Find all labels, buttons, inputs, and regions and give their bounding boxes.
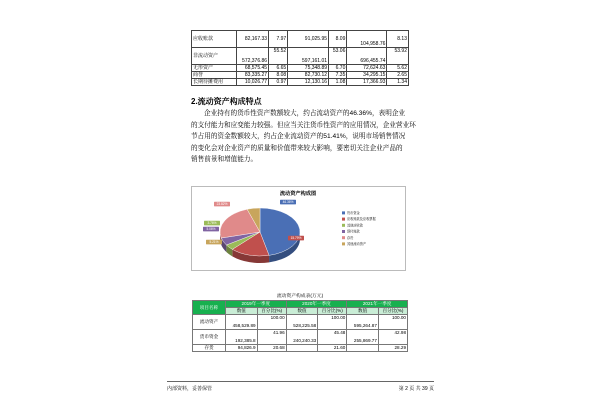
svg-text:46.36%: 46.36% bbox=[282, 200, 294, 204]
table-row bbox=[192, 72, 409, 79]
legend-label: 预付账款 bbox=[347, 229, 360, 234]
cell-value: 5.62 bbox=[387, 65, 409, 72]
cell-value: 6.65 bbox=[269, 65, 288, 72]
pie-chart bbox=[192, 187, 405, 270]
legend-swatch bbox=[342, 211, 345, 214]
cell-value: 192,385.8 bbox=[226, 330, 258, 345]
cell-value bbox=[347, 345, 379, 352]
cell-value: 21.60 bbox=[318, 345, 347, 352]
legend-swatch bbox=[342, 242, 345, 245]
cell-value bbox=[286, 345, 318, 352]
row-label: 无形资产 bbox=[192, 65, 237, 72]
cell-value: 72,624.63 bbox=[347, 65, 387, 72]
balance-table bbox=[191, 30, 409, 86]
footer-note: 内部资料，妥善保管 bbox=[167, 386, 213, 392]
cell-value: 8.08 bbox=[269, 72, 288, 79]
pie-data-label bbox=[203, 227, 219, 232]
pie-chart-frame bbox=[191, 186, 406, 271]
header-item: 项目名称 bbox=[193, 301, 226, 315]
cell-value: 528,225.58 bbox=[286, 315, 318, 330]
legend-swatch bbox=[342, 230, 345, 233]
cell-value: 68,575.45 bbox=[237, 65, 269, 72]
current-assets-table bbox=[192, 300, 408, 352]
cell-value: 28.29 bbox=[378, 345, 407, 352]
sub-header: 数值 bbox=[347, 308, 379, 315]
svg-text:5.06%: 5.06% bbox=[206, 227, 216, 231]
sub-header: 百分比(%) bbox=[318, 308, 347, 315]
paragraph-line: 节占用的资金数额较大，约占企业流动资产的51.41%，说明市场销售情况 bbox=[191, 133, 406, 141]
row-label: 存货 bbox=[193, 345, 226, 352]
cell-value: 0.97 bbox=[269, 79, 288, 86]
cell-value: 240,240.33 bbox=[286, 330, 318, 345]
svg-text:3.76%: 3.76% bbox=[207, 221, 217, 225]
cell-value: 6.70 bbox=[329, 65, 347, 72]
legend-label: 其他应收款 bbox=[347, 223, 363, 228]
cell-value: 41.96 bbox=[257, 330, 286, 345]
cell-value: 255,869.77 bbox=[347, 330, 379, 345]
cell-value: 595,264.87 bbox=[347, 315, 379, 330]
cell-value: 2.65 bbox=[387, 72, 409, 79]
row-label: 货币资金 bbox=[193, 330, 226, 345]
cell-value: 572,376.86 bbox=[237, 48, 269, 65]
cell-value: 597,161.01 bbox=[288, 48, 329, 65]
cell-value: 53.92 bbox=[387, 48, 409, 65]
cell-value: 458,529.89 bbox=[226, 315, 258, 330]
table-row bbox=[193, 315, 408, 330]
paragraph-line: 的变化会对企业资产的质量和价值带来较大影响，要密切关注企业产品的 bbox=[191, 144, 403, 152]
section-heading: 2.流动资产构成特点 bbox=[191, 97, 262, 106]
table-row bbox=[192, 79, 409, 86]
legend-label: 存货 bbox=[347, 235, 354, 240]
page-footer bbox=[167, 381, 434, 392]
cell-value: 42.98 bbox=[378, 330, 407, 345]
sub-header: 百分比(%) bbox=[257, 308, 286, 315]
pie-data-label bbox=[206, 240, 222, 245]
cell-value: 20.68 bbox=[257, 345, 286, 352]
footer-rule bbox=[167, 381, 434, 382]
cell-value: 82,167.33 bbox=[237, 31, 269, 48]
cell-value: 34,295.15 bbox=[347, 72, 387, 79]
analysis-paragraph bbox=[191, 108, 416, 166]
sub-header: 数值 bbox=[226, 308, 258, 315]
chart-legend bbox=[342, 210, 376, 246]
cell-value: 82,730.12 bbox=[288, 72, 329, 79]
cell-value: 1.08 bbox=[329, 79, 347, 86]
cell-value: 7.97 bbox=[269, 31, 288, 48]
cell-value: 17,366.93 bbox=[347, 79, 387, 86]
svg-text:15.79%: 15.79% bbox=[290, 236, 302, 240]
pie-data-label bbox=[280, 200, 296, 205]
cell-value: 1.34 bbox=[387, 79, 409, 86]
table-row bbox=[193, 345, 408, 352]
legend-swatch bbox=[342, 224, 345, 227]
cell-value: 104,958.76 bbox=[347, 31, 387, 48]
cell-value: 91,025.95 bbox=[288, 31, 329, 48]
row-label: 流动资产 bbox=[193, 315, 226, 330]
paragraph-line: 销售前景和增值能力。 bbox=[191, 156, 258, 164]
cell-value: 12,130.16 bbox=[288, 79, 329, 86]
legend-swatch bbox=[342, 236, 345, 239]
chart-title: 流动资产构成图 bbox=[279, 191, 317, 197]
legend-label: 货币资金 bbox=[347, 211, 360, 215]
cell-value: 94,826.9 bbox=[226, 345, 258, 352]
cell-value: 100.00 bbox=[378, 315, 407, 330]
table-row bbox=[192, 48, 409, 65]
svg-text:5.21%: 5.21% bbox=[209, 240, 219, 244]
cell-value: 7.35 bbox=[329, 72, 347, 79]
pie-data-label bbox=[204, 221, 220, 226]
cell-value: 8.13 bbox=[387, 31, 409, 48]
row-label: 长期待摊费用 bbox=[192, 79, 237, 86]
cell-value: 100.00 bbox=[318, 315, 347, 330]
sub-header: 数值 bbox=[286, 308, 318, 315]
table-caption: 流动资产构成表(万元) bbox=[276, 294, 324, 299]
cell-value: 8.09 bbox=[329, 31, 347, 48]
cell-value: 45.48 bbox=[318, 330, 347, 345]
paragraph-line: 的支付能力和应变能力较强。但应当关注货币性资产的应用情况，企业营业环 bbox=[191, 121, 416, 129]
table-row bbox=[192, 31, 409, 48]
cell-value: 75,348.89 bbox=[288, 65, 329, 72]
cell-value: 83,335.27 bbox=[237, 72, 269, 79]
cell-value: 100.00 bbox=[257, 315, 286, 330]
period-header: 2021年一季度 bbox=[347, 301, 408, 308]
table-row bbox=[192, 65, 409, 72]
svg-text:23.82%: 23.82% bbox=[216, 202, 228, 206]
legend-label: 其他流动资产 bbox=[347, 242, 367, 246]
period-header: 2020年一季度 bbox=[286, 301, 347, 308]
row-label: 商誉 bbox=[192, 72, 237, 79]
period-header: 2019年一季度 bbox=[226, 301, 287, 308]
row-label: 应收账款 bbox=[192, 31, 237, 48]
sub-header: 百分比(%) bbox=[378, 308, 407, 315]
cell-value: 53.06 bbox=[329, 48, 347, 65]
table-row bbox=[193, 330, 408, 345]
row-label: 非流动资产 bbox=[192, 48, 237, 65]
paragraph-line: 企业持有的货币性资产数额较大，约占流动资产的46.36%，表明企业 bbox=[204, 110, 406, 117]
cell-value: 55.52 bbox=[269, 48, 288, 65]
pie-data-label bbox=[288, 236, 304, 241]
cell-value: 696,455.74 bbox=[347, 48, 387, 65]
pie-data-label bbox=[214, 202, 230, 207]
legend-swatch bbox=[342, 218, 345, 221]
cell-value: 10,026.77 bbox=[237, 79, 269, 86]
legend-label: 应收账款及应收票据 bbox=[347, 217, 376, 222]
page-number: 第 2 页 共 39 页 bbox=[398, 386, 434, 392]
